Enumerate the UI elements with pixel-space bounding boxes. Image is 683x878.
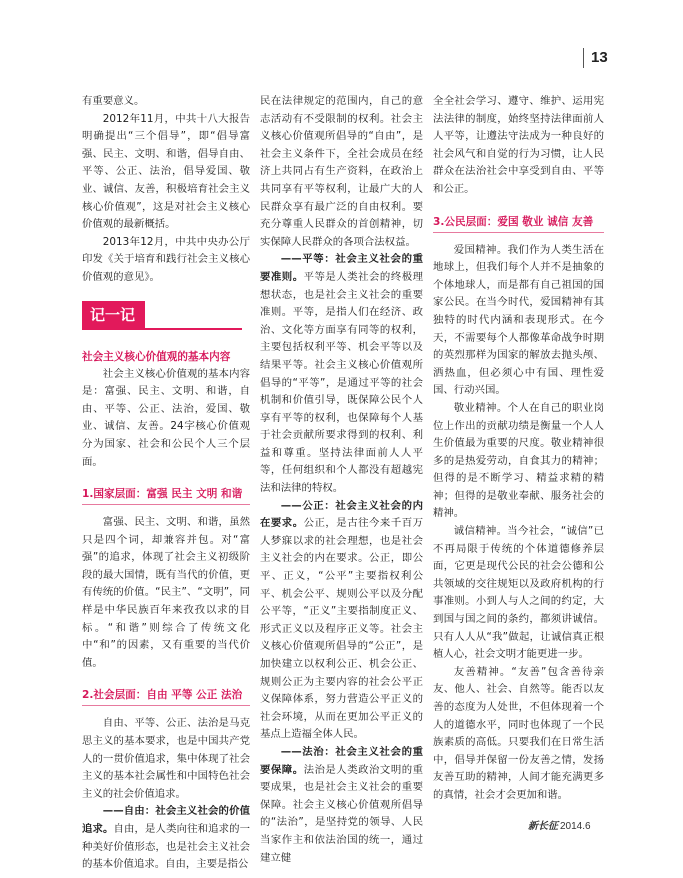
content-heading: 社会主义核心价值观的基本内容	[82, 350, 231, 363]
paragraph: 民在法律规定的范围内，自己的意志活动有不受限制的权利。社会主义核心价值观所倡导的“自由”，是社会主义条件下，全社会成员在经济上共同占有生产资料，在政治上共同享有平等权利，让最广大的人民群众享有最广泛的自由权利。要充分尊重人民群众的首创精神，切实保障人民群众的各项合法权益。	[260, 95, 423, 248]
paragraph: 有重要意义。	[82, 95, 145, 107]
paragraph: 敬业精神。个人在自己的职业岗位上作出的贡献功绩是衡量一个人人生价值最为重要的尺度。敬业精神很多的是热爱劳动，自食其力的精神；但得的是不断学习、精益求精的精神；但得的是敬业奉献、服务社会的精神。	[433, 401, 604, 520]
paragraph-text: 自由，是人类向往和追求的一种美好价值形态，也是社会主义社会的基本价值追求。自由，主要是指公	[82, 823, 251, 871]
magazine-logo: 新长征	[528, 821, 558, 832]
header-divider	[583, 48, 584, 68]
paragraph: 诚信精神。当今社会，“诚信”已不再局限于传统的个体道德修养层面，它更是现代公民的社会公德和公共领域的交往规矩以及政府机构的行事准则。小到人与人之间的约定，大到国与国之间的条约，都须讲诚信。只有人人从“我”做起，让诚信真正根植人心，社会文明才能更进一步。	[433, 525, 604, 661]
section-heading-social: 2.社会层面：自由 平等 公正 法治	[82, 686, 250, 706]
paragraph	[260, 744, 423, 867]
paragraph: 爱国精神。我们作为人类生活在地球上，但我们每个人并不是抽象的个体地球人，而是都有自己祖国的国家公民。在当今时代，爱国精神有其独特的时代内涵和表现形式。在今天，不需要每个人都像革命战争时期的英烈那样为国家的解放去抛头颅、洒热血，但必须心中有国、理性爱国、行动兴国。	[433, 243, 604, 397]
section-heading-national: 1.国家层面：富强 民主 文明 和谐	[82, 485, 250, 505]
paragraph: 自由、平等、公正、法治是马克思主义的基本要求，也是中国共产党人的一贯价值追求，集中体现了社会主义的基本社会属性和中国特色社会主义的社会价值追求。	[82, 717, 250, 800]
paragraph: 社会主义核心价值观的基本内容是：富强、民主、文明、和谐，自由、平等、公正、法治，爱国、敬业、诚信、友善。24字核心价值观分为国家、社会和公民个人三个层面。	[82, 367, 250, 468]
paragraph: 全全社会学习、遵守、维护、运用宪法法律的制度，始终坚持法律面前人人平等，让遵法守法成为一种良好的社会风气和自觉的行为习惯，让人民群众在法治社会中享受到自由、平等和公正。	[433, 95, 604, 195]
paragraph-text: 平等是人类社会的终极理想状态，也是社会主义社会的重要准则。平等，是指人们在经济、政治、文化等方面享有同等的权利，主要包括权利平等、机会平等以及结果平等。社会主义核心价值观所倡导的“平等”，是通过平等的社会机制和价值引导，既保障公民个人享有平等的权利，也保障每个人基于社会贡献所要求得到的权利、利益和尊重。坚持法律面前人人平等，任何组织和个人都没有超越宪法和法律的特权。	[260, 270, 424, 495]
section-heading-citizen: 3.公民层面：爱国 敬业 诚信 友善	[433, 213, 604, 233]
column-2	[260, 93, 423, 867]
paragraph: 友善精神。“友善”包含善待亲友、他人、社会、自然等。能否以友善的态度为人处世，不但体现着一个人的道德水平，同时也体现了一个民族素质的高低。只要我们在日常生活中，倡导并保留一份友善之情，发扬友善互助的精神，人间才能充满更多的真情，社会才会更加和谐。	[433, 665, 604, 801]
paragraph-text: 公正，是古往今来千百万人梦寐以求的社会理想，也是社会主义社会的内在要求。公正，即公平、正义，“公平”主要指权利公平、机会公平、规则公平以及分配公平等，“正义”主要指制度正义、形式正义以及程序正义等。社会主义核心价值观所倡导的“公正”，是加快建立以权利公正、机会公正、规则公正为主要内容的社会公平正义保障体系，努力营造公平正义的社会环境，从而在更加公平正义的基点上造福全体人民。	[260, 517, 424, 741]
footer	[528, 817, 591, 832]
paragraph: 2012年11月，中共十八大报告明确提出“三个倡导”，即“倡导富强、民主、文明、和谐，倡导自由、平等、公正、法治，倡导爱国、敬业、诚信、友善，积极培育社会主义核心价值观”，这是对社会主义核心价值观的最新概括。	[82, 112, 250, 231]
paragraph	[260, 498, 423, 744]
paragraph	[82, 803, 250, 873]
paragraph: 2013年12月，中共中央办公厅印发《关于培育和践行社会主义核心价值观的意见》。	[82, 235, 250, 283]
column-3	[433, 93, 604, 805]
lead-freedom: ——自由：社会主义社会的价值追求。	[82, 805, 250, 835]
paragraph: 富强、民主、文明、和谐，虽然只是四个词，却兼容并包。对“富强”的追求，体现了社会主义初级阶段的最大国情，既有当代的价值，更有传统的价值。“民主”、“文明”，同样是中华民族百年来孜孜以求的目标。“和谐”则综合了传统文化中“和”的因素，又有重要的当代价值。	[82, 516, 250, 669]
page-number: 13	[591, 49, 608, 66]
issue-date: 2014.6	[560, 821, 591, 832]
jiyiji-label: 记一记	[82, 301, 145, 329]
paragraph	[260, 251, 423, 497]
lead-rule-of-law: ——法治：社会主义社会的重要保障。	[260, 745, 423, 776]
column-1	[82, 93, 250, 874]
lead-justice: ——公正：社会主义社会的内在要求。	[260, 499, 423, 530]
lead-equality: ——平等：社会主义社会的重要准则。	[260, 253, 423, 283]
paragraph-text: 法治是人类政治文明的重要成果，也是社会主义社会的重要保障。社会主义核心价值观所倡导的“法治”，是坚持党的领导、人民当家作主和依法治国的统一，通过建立健	[260, 763, 424, 864]
